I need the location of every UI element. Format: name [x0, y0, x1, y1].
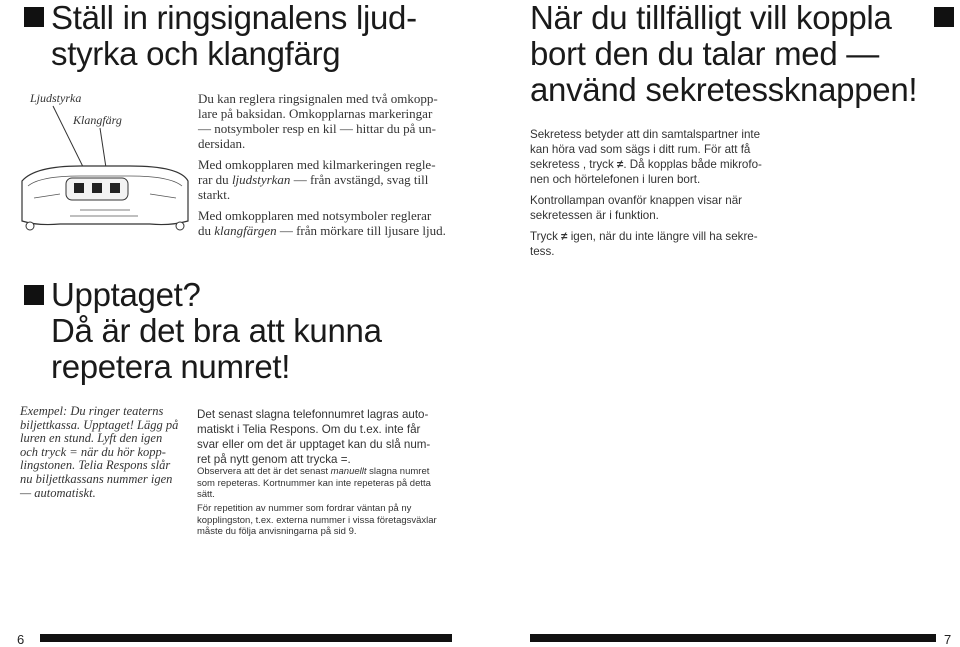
text-line: ret på nytt genom att trycka =. [197, 453, 351, 466]
label-klangfarg: Klangfärg [73, 113, 122, 127]
text-line: sätt. [197, 489, 215, 500]
text-line: Du kan reglera ringsignalen med två omkopp- [198, 91, 438, 106]
text-line [198, 223, 468, 238]
footer-rule-right [530, 634, 936, 642]
text-line: starkt. [198, 187, 231, 202]
caption-line: biljettkassa. Upptaget! Lägg på [20, 417, 179, 432]
phone-drawing [20, 86, 190, 246]
title-line: Då är det bra att kunna [51, 312, 382, 349]
text-line: Med omkopplaren med notsymboler reglerar [198, 208, 432, 223]
text-line [197, 466, 457, 478]
paragraph [530, 127, 790, 187]
mute-icon: ≠ [561, 230, 568, 243]
title-line: använd sekretessknappen! [530, 71, 918, 108]
text-line: För repetition av nummer som fordrar väntan på ny [197, 503, 412, 514]
title-line: repetera numret! [51, 348, 291, 385]
example-caption [20, 405, 178, 500]
title-line: Upptaget? [51, 276, 201, 313]
phone-underside-figure [20, 86, 190, 246]
text-line [530, 157, 790, 172]
text-run: — från avstängd, svag till [290, 172, 429, 187]
upptaget-note-2 [197, 503, 457, 538]
text-run: Observera att det är det senast [197, 466, 331, 477]
text-run: . Då kopplas både mikrofo- [623, 158, 762, 171]
caption-line: och tryck = när du hör kopp- [20, 444, 166, 459]
paragraph [198, 208, 468, 238]
upptaget-note [197, 466, 457, 501]
mute-icon: ≠ [616, 158, 624, 171]
label-ljudstyrka: Ljudstyrka [30, 91, 82, 105]
section-title-sekretess [530, 0, 917, 108]
square-bullet-icon [24, 285, 44, 305]
title-line: styrka och klangfärg [51, 35, 341, 72]
text-line: lare på baksidan. Omkopplarnas markeringar [198, 106, 433, 121]
text-line: kopplingston, t.ex. externa nummer i vissa företagsväxlar [197, 514, 437, 526]
section-title-upptaget [51, 277, 382, 385]
text-run: — från mörkare till ljusare ljud. [276, 223, 446, 238]
text-line: tess. [530, 245, 555, 258]
text-line: som repeteras. Kortnummer kan inte repeteras på detta [197, 477, 431, 489]
paragraph [197, 407, 457, 467]
text-line: dersidan. [198, 136, 246, 151]
footer-rule-left [40, 634, 452, 642]
section-title-ringsignal [51, 0, 417, 72]
paragraph [530, 193, 790, 223]
title-line: bort den du talar med — [530, 35, 879, 72]
text-line: matiskt i Telia Respons. Om du t.ex. inte får [197, 423, 421, 436]
text-run: ljudstyrkan [231, 172, 291, 187]
text-run: slagna numret [366, 466, 430, 477]
text-line: svar eller om det är upptaget kan du slå num- [197, 438, 431, 451]
caption-line: lingstonen. Telia Respons slår [20, 458, 171, 473]
paragraph [198, 91, 468, 151]
text-line: måste du följa anvisningarna på sid 9. [197, 526, 357, 537]
title-line: Ställ in ringsignalens ljud- [51, 0, 417, 36]
text-run: igen, när du inte längre vill ha sekre- [567, 230, 758, 243]
text-run: manuellt [330, 466, 367, 477]
paragraph [198, 157, 468, 202]
text-line: sekretessen är i funktion. [530, 209, 659, 222]
text-line: Sekretess betyder att din samtalspartner inte [530, 128, 761, 141]
text-line [530, 229, 790, 244]
page-number-right: 7 [944, 632, 952, 647]
page-number-left: 6 [17, 632, 25, 647]
text-line: nen och hörtelefonen i luren bort. [530, 173, 701, 186]
caption-line: luren en stund. Lyft den igen [20, 431, 163, 446]
section1-body [198, 91, 468, 244]
caption-line: nu biljettkassans nummer igen [20, 471, 173, 486]
caption-line: Exempel: Du ringer teaterns [20, 404, 164, 418]
text-line: Kontrollampan ovanför knappen visar när [530, 194, 743, 207]
text-line: Med omkopplaren med kilmarkeringen regle- [198, 157, 436, 172]
title-line: När du tillfälligt vill koppla [530, 0, 892, 36]
text-run: du [198, 223, 215, 238]
square-bullet-icon [24, 7, 44, 27]
text-line: kan höra vad som sägs i ditt rum. För att få [530, 143, 751, 156]
text-run: sekretess , tryck [530, 158, 617, 171]
text-run: Tryck [530, 230, 562, 243]
text-line: Det senast slagna telefonnumret lagras auto- [197, 408, 429, 421]
text-run: klangfärgen [214, 223, 277, 238]
text-line [198, 172, 468, 187]
upptaget-body [197, 407, 457, 473]
caption-line: — automatiskt. [20, 485, 96, 500]
text-line: — notsymboler resp en kil — hittar du på un- [198, 121, 436, 136]
square-bullet-icon [934, 7, 954, 27]
text-run: rar du [198, 172, 232, 187]
paragraph [530, 229, 790, 259]
sekretess-body [530, 127, 790, 265]
